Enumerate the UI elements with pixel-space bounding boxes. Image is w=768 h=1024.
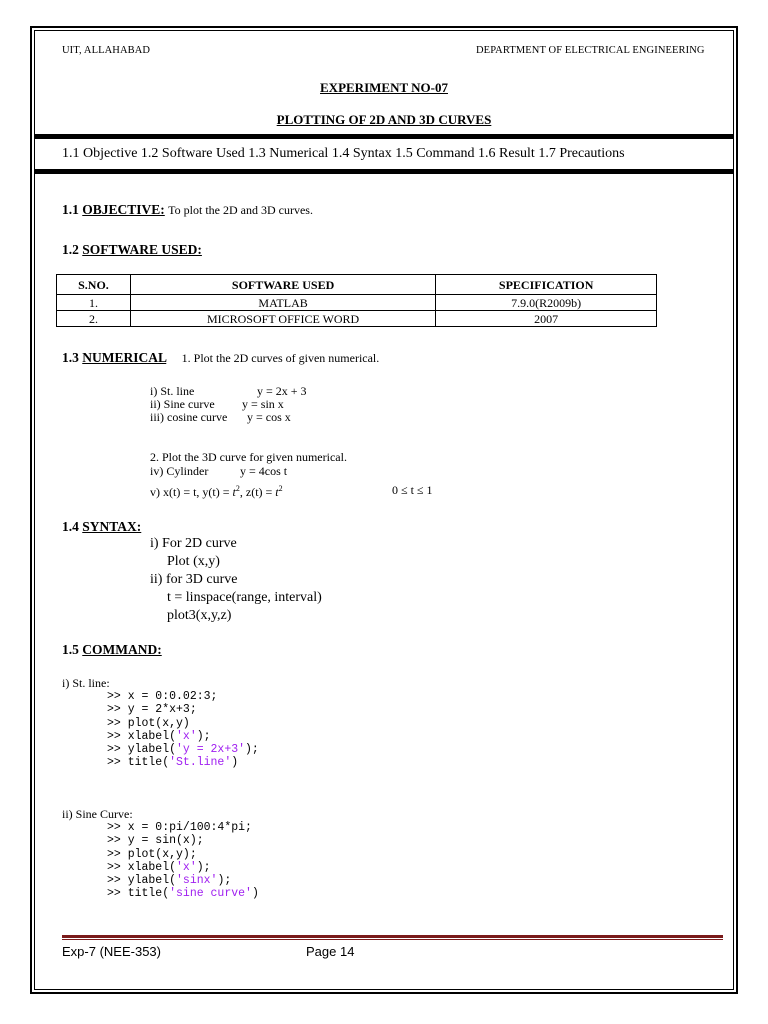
header-institute: UIT, ALLAHABAD bbox=[62, 45, 151, 56]
command-section-heading: 1.5 COMMAND: bbox=[62, 642, 162, 657]
table-row bbox=[57, 295, 657, 311]
table-of-contents: 1.1 Objective 1.2 Software Used 1.3 Numerical 1.4 Syntax 1.5 Command 1.6 Result 1.7 Precautions bbox=[62, 146, 625, 161]
list-item: i) For 2D curve bbox=[150, 536, 237, 551]
column-header: S.NO. bbox=[57, 275, 131, 295]
footer-rule-thin bbox=[62, 939, 723, 940]
list-item: t = linspace(range, interval) bbox=[167, 590, 322, 605]
code-line: >> plot(x,y) bbox=[107, 716, 190, 730]
software-heading: SOFTWARE USED: bbox=[82, 242, 202, 257]
code-line: >> title('St.line') bbox=[107, 756, 239, 770]
column-header: SPECIFICATION bbox=[436, 275, 657, 295]
divider-top bbox=[34, 134, 734, 139]
string-literal: 'St.line' bbox=[169, 756, 232, 770]
list-item bbox=[150, 465, 287, 478]
code-line: >> x = 0:0.02:3; bbox=[107, 690, 218, 703]
cylinder-equation: y = 4cos t bbox=[240, 464, 288, 478]
code-line: >> title('sine curve') bbox=[107, 887, 259, 901]
numerical-number: 1.3 bbox=[62, 350, 79, 365]
list-item: ii) for 3D curve bbox=[150, 572, 238, 587]
divider-bottom bbox=[34, 169, 734, 174]
list-item: Plot (x,y) bbox=[167, 554, 220, 569]
objective-number: 1.1 bbox=[62, 202, 79, 217]
software-table bbox=[56, 274, 657, 327]
table-cell: MATLAB bbox=[130, 295, 435, 311]
st-line-label: i) St. line: bbox=[62, 676, 110, 690]
code-line: >> ylabel('y = 2x+3'); bbox=[107, 743, 259, 757]
list-item: plot3(x,y,z) bbox=[167, 608, 232, 623]
objective-text: To plot the 2D and 3D curves. bbox=[168, 203, 313, 217]
code-line: >> plot(x,y); bbox=[107, 847, 197, 861]
list-item: iii) cosine curve y = cos x bbox=[150, 410, 291, 424]
footer-rule bbox=[62, 935, 723, 938]
list-item: i) St. line y = 2x + 3 bbox=[150, 384, 307, 398]
string-literal: 'sinx' bbox=[176, 874, 218, 888]
software-number: 1.2 bbox=[62, 242, 79, 257]
string-literal: 'x' bbox=[176, 729, 197, 743]
code-line: >> y = 2*x+3; bbox=[107, 703, 197, 717]
table-row bbox=[57, 311, 657, 327]
objective-section bbox=[62, 202, 313, 218]
numerical-heading: NUMERICAL bbox=[82, 350, 167, 365]
numerical-question-2: 2. Plot the 3D curve for given numerical. bbox=[150, 450, 347, 464]
column-header: SOFTWARE USED bbox=[130, 275, 435, 295]
code-line: >> x = 0:pi/100:4*pi; bbox=[107, 821, 252, 834]
cylinder-label: iv) Cylinder bbox=[150, 464, 209, 478]
command-heading: COMMAND: bbox=[82, 642, 162, 657]
code-line: >> xlabel('x'); bbox=[107, 860, 211, 874]
numerical-2d-list bbox=[150, 385, 307, 424]
list-item: ii) Sine curve y = sin x bbox=[150, 397, 284, 411]
software-table-header bbox=[57, 275, 657, 295]
objective-heading: OBJECTIVE: bbox=[82, 202, 165, 217]
header-department: DEPARTMENT OF ELECTRICAL ENGINEERING bbox=[476, 45, 705, 56]
software-section-heading bbox=[62, 242, 202, 258]
code-line: >> xlabel('x'); bbox=[107, 729, 211, 743]
table-cell: 2007 bbox=[436, 311, 657, 327]
code-line: >> ylabel('sinx'); bbox=[107, 874, 232, 888]
string-literal: 'x' bbox=[176, 860, 197, 874]
syntax-lines bbox=[150, 535, 322, 625]
table-cell: 1. bbox=[57, 295, 131, 311]
syntax-section-heading: 1.4 SYNTAX: bbox=[62, 519, 142, 534]
syntax-heading: SYNTAX: bbox=[82, 519, 142, 534]
experiment-subject: PLOTTING OF 2D AND 3D CURVES bbox=[276, 112, 492, 127]
experiment-title: EXPERIMENT NO-07 bbox=[320, 80, 448, 95]
string-literal: 'sine curve' bbox=[169, 887, 252, 901]
string-literal: 'y = 2x+3' bbox=[176, 743, 246, 757]
sine-curve-code bbox=[107, 821, 259, 901]
table-cell: 2. bbox=[57, 311, 131, 327]
st-line-code bbox=[107, 690, 259, 770]
list-item: v) x(t) = t, $y(t) = t^2$, $z(t) = t^2$ bbox=[150, 484, 283, 499]
footer-page-number: Page 14 bbox=[306, 944, 355, 959]
table-cell: 7.9.0(R2009b) bbox=[436, 295, 657, 311]
footer-course: Exp-7 (NEE-353) bbox=[62, 944, 161, 959]
numerical-question-1: 1. Plot the 2D curves of given numerical. bbox=[181, 351, 380, 365]
parameter-range: 0 ≤ t ≤ 1 bbox=[392, 483, 433, 497]
code-line: >> y = sin(x); bbox=[107, 834, 204, 848]
table-cell: MICROSOFT OFFICE WORD bbox=[130, 311, 435, 327]
sine-curve-label: ii) Sine Curve: bbox=[62, 807, 133, 821]
numerical-section bbox=[62, 350, 379, 366]
